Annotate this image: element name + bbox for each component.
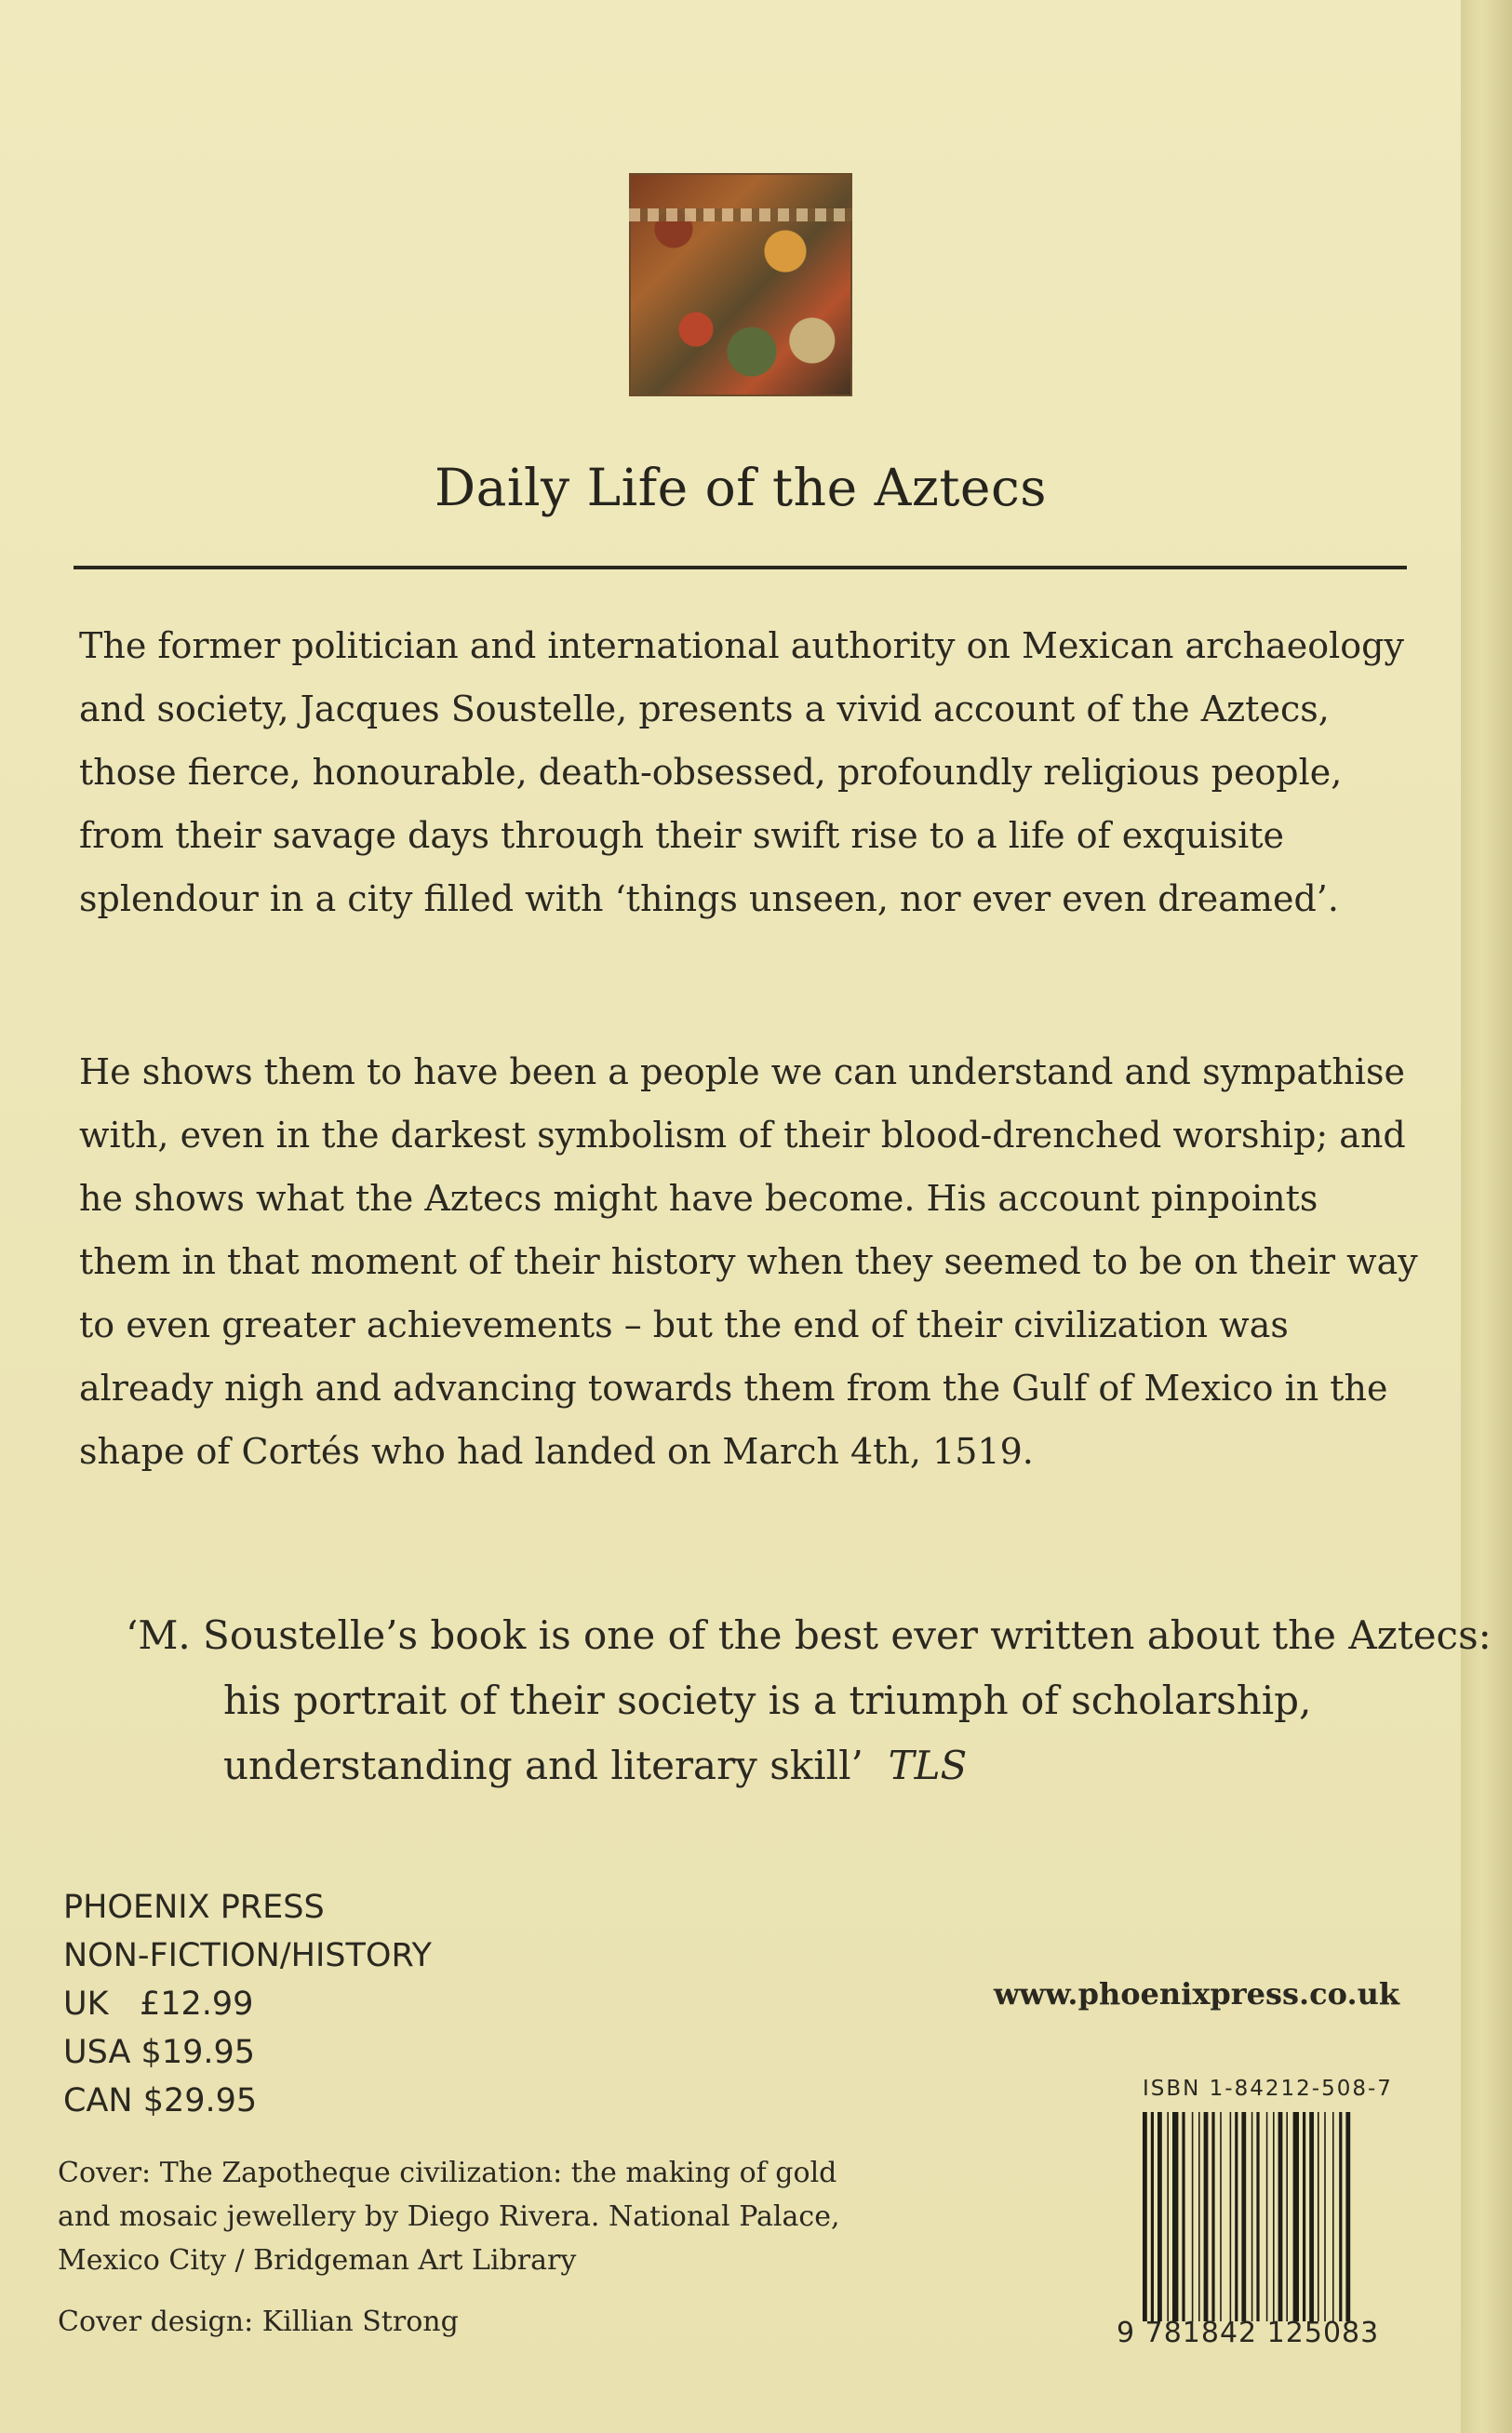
- barcode-bar: [1273, 2112, 1275, 2321]
- barcode-bar: [1303, 2112, 1305, 2321]
- review-quote: [126, 1603, 1498, 1798]
- barcode-bar: [1278, 2112, 1283, 2321]
- barcode-bar: [1211, 2112, 1214, 2321]
- description-paragraph-2: He shows them to have been a people we can understand and sympathise with, even in the darkest symbolism of their blood-drenched worship; and he shows what the Aztecs might have become. His account pinpoints them in that moment of their history when they seemed to be on their way to even greater achievements – but the end of their civilization was already nigh and advancing towards them from the Gulf of Mexico in the shape of Cortés who had landed on March 4th, 1519.: [79, 1051, 1418, 1472]
- barcode-bar: [1309, 2112, 1314, 2321]
- barcode-digits: 9 781842 125083: [1117, 2317, 1380, 2349]
- barcode-bar: [1324, 2112, 1326, 2321]
- title-rule: [74, 566, 1407, 569]
- quote-text: ‘M. Soustelle’s book is one of the best ever written about the Aztecs: his portrait of their society is a triumph of scholarship, understanding and literary skill’: [126, 1612, 1492, 1788]
- barcode-bar: [1198, 2112, 1200, 2321]
- cover-credit: Cover: The Zapotheque civilization: the making of gold and mosaic jewellery by Diego Rivera. National Palace, Mexico City / Bridgeman Art Library: [58, 2157, 840, 2277]
- barcode-bar: [1143, 2112, 1147, 2321]
- description-paragraph-1: The former politician and international authority on Mexican archaeology and society, Jacques Soustelle, presents a vivid account of the Aztecs, those fierce, honourable, death-obsessed, profoundly religious people, from their savage days through their swift rise to a life of exquisite splendour in a city filled with ‘things unseen, nor ever even dreamed’.: [79, 625, 1404, 919]
- barcode-bar: [1286, 2112, 1288, 2321]
- barcode-bar: [1345, 2112, 1350, 2321]
- barcode-bar: [1157, 2112, 1162, 2321]
- publisher-name: PHOENIX PRESS: [63, 1889, 325, 1926]
- cover-artwork-thumbnail: [629, 173, 852, 396]
- barcode-bar: [1220, 2112, 1222, 2321]
- quote-source: TLS: [888, 1743, 968, 1788]
- barcode-bar: [1339, 2112, 1342, 2321]
- page-edge: [1461, 0, 1512, 2433]
- price-usa: USA $19.95: [63, 2034, 256, 2071]
- publisher-info: [63, 1883, 432, 2125]
- barcode-bar: [1293, 2112, 1299, 2321]
- barcode-bar: [1192, 2112, 1194, 2321]
- barcode-bar: [1151, 2112, 1154, 2321]
- barcode-bar: [1182, 2112, 1184, 2321]
- barcode-bar: [1235, 2112, 1238, 2321]
- isbn-label: ISBN 1-84212-508-7: [1143, 2077, 1393, 2101]
- barcode: [1141, 2112, 1412, 2321]
- barcode-bar: [1332, 2112, 1334, 2321]
- book-category: NON-FICTION/HISTORY: [63, 1937, 432, 1974]
- barcode-bar: [1241, 2112, 1246, 2321]
- barcode-bar: [1204, 2112, 1209, 2321]
- book-title: Daily Life of the Aztecs: [434, 458, 1047, 517]
- barcode-bar: [1251, 2112, 1253, 2321]
- price-uk: UK £12.99: [63, 1985, 254, 2023]
- artwork-band: [629, 208, 852, 221]
- barcode-bar: [1167, 2112, 1169, 2321]
- design-credit: Cover design: Killian Strong: [58, 2306, 459, 2338]
- barcode-bar: [1266, 2112, 1268, 2321]
- price-can: CAN $29.95: [63, 2082, 258, 2119]
- barcode-bar: [1318, 2112, 1319, 2321]
- barcode-bar: [1172, 2112, 1178, 2321]
- barcode-bar: [1256, 2112, 1259, 2321]
- barcode-bar: [1230, 2112, 1232, 2321]
- publisher-website: www.phoenixpress.co.uk: [994, 1976, 1400, 2012]
